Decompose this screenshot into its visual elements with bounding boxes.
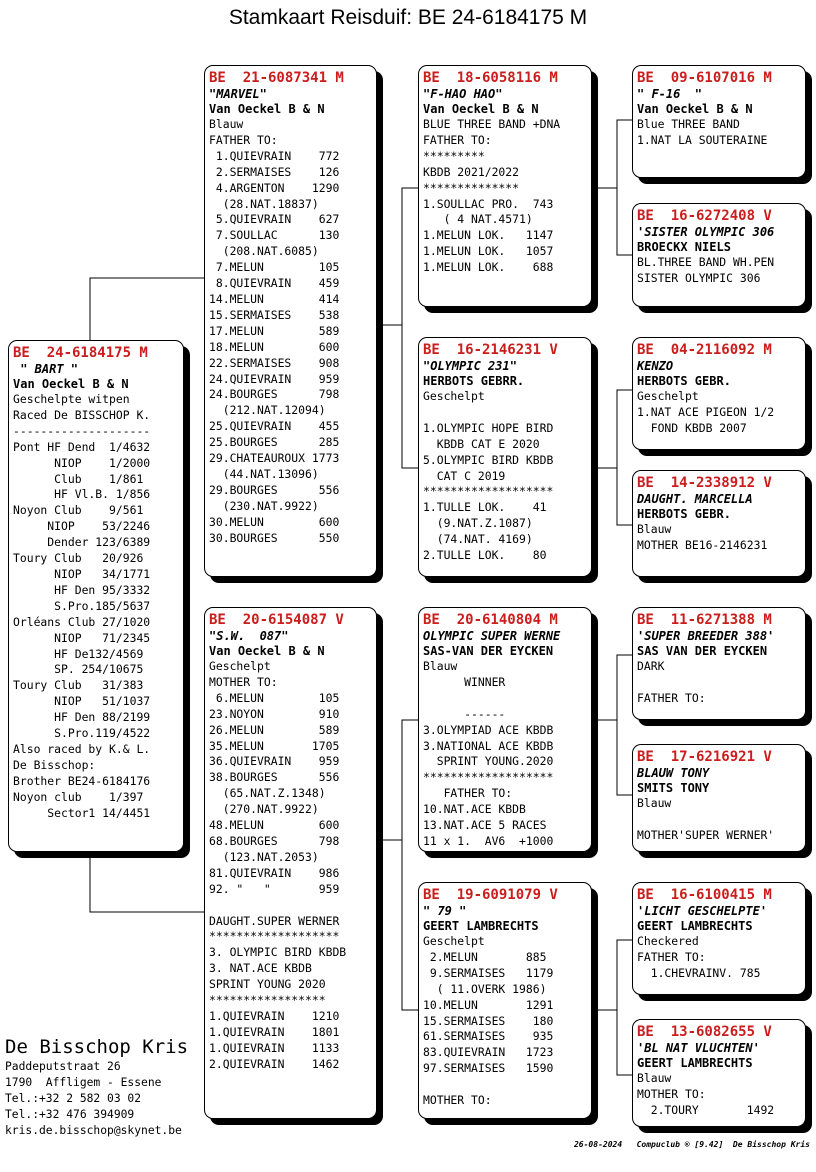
maternal-grandfather-card <box>418 607 592 852</box>
card-line: FATHER TO: <box>423 132 492 147</box>
pigeon-name: 'BL NAT VLUCHTEN' <box>637 1041 760 1055</box>
card-line: 30.MELUN 600 <box>209 514 340 529</box>
card-line: FATHER TO: <box>637 690 706 705</box>
card-line: S.Pro.119/4522 <box>13 726 151 741</box>
card-line: FATHER TO: <box>637 949 706 964</box>
card-line: MOTHER TO: <box>423 1093 492 1108</box>
card-line: MOTHER BE16-2146231 <box>637 537 768 552</box>
card-line: 1.TULLE LOK. 41 <box>423 500 547 515</box>
card-line: Blue THREE BAND <box>637 117 740 131</box>
card-line: BLUE THREE BAND +DNA <box>423 117 561 131</box>
owner: SMITS TONY <box>637 781 710 795</box>
card-line <box>423 1077 587 1093</box>
card-lines <box>637 934 801 982</box>
card-lines <box>637 796 801 844</box>
card-line: ******************* <box>209 929 340 944</box>
card-lines <box>13 392 179 821</box>
card-lines <box>637 389 801 437</box>
card-line <box>637 812 801 828</box>
card-line: 2.TOURY 1492 <box>637 1102 775 1117</box>
card-line: HF De132/4569 <box>13 646 144 661</box>
card-lines <box>637 117 801 149</box>
ring-number: BE 17-6216921 V <box>637 749 772 765</box>
pigeon-name: "OLYMPIC 231" <box>423 359 517 373</box>
pigeon-name: " BART " <box>13 362 79 376</box>
card-line: (123.NAT.2053) <box>209 849 319 864</box>
owner: Van Oeckel B & N <box>209 644 325 658</box>
card-line: 24.QUIEVRAIN 959 <box>209 371 340 386</box>
card-line: DARK <box>637 659 665 673</box>
card-line: 36.QUIEVRAIN 959 <box>209 754 340 769</box>
phone-2: Tel.:+32 476 394909 <box>5 1107 135 1121</box>
card-line: 18.MELUN 600 <box>209 339 340 354</box>
card-lines <box>209 117 372 546</box>
owner: HERBOTS GEBR. <box>637 374 731 388</box>
card-line: CAT C 2019 <box>423 468 506 483</box>
fm-mother-card <box>632 470 806 577</box>
card-lines <box>637 659 801 707</box>
card-line: 2.TULLE LOK. 80 <box>423 548 547 563</box>
card-line: (230.NAT.9922) <box>209 498 319 513</box>
card-line: 1.QUIEVRAIN 1133 <box>209 1040 340 1055</box>
card-line: 11 x 1. AV6 +1000 <box>423 833 554 848</box>
owner: Van Oeckel B & N <box>637 102 753 116</box>
card-line: 2.SERMAISES 126 <box>209 164 340 179</box>
card-line: 9.SERMAISES 1179 <box>423 965 554 980</box>
card-line: 8.QUIEVRAIN 459 <box>209 276 340 291</box>
card-line: (208.NAT.6085) <box>209 244 319 259</box>
card-line: Geschelpte witpen <box>13 392 130 406</box>
card-line: NIOP 53/2246 <box>13 519 151 534</box>
ring-number: BE 11-6271388 M <box>637 612 772 628</box>
card-line: 1.QUIEVRAIN 1210 <box>209 1008 340 1023</box>
card-line: 25.BOURGES 285 <box>209 435 340 450</box>
owner: Van Oeckel B & N <box>423 102 539 116</box>
card-line: ( 4 NAT.4571) <box>423 212 533 227</box>
card-line: 35.MELUN 1705 <box>209 738 340 753</box>
card-line: FOND KBDB 2007 <box>637 420 747 435</box>
owner: Van Oeckel B & N <box>209 102 325 116</box>
ring-number: BE 13-6082655 V <box>637 1024 772 1040</box>
paternal-grandfather-card <box>418 65 592 307</box>
card-line: ***************** <box>209 993 326 1008</box>
card-line: 29.CHATEAUROUX 1773 <box>209 451 340 466</box>
card-line: Geschelpt <box>637 389 699 403</box>
card-lines <box>209 659 372 1073</box>
card-lines <box>637 522 801 554</box>
card-line: 1.CHEVRAINV. 785 <box>637 965 761 980</box>
card-lines <box>423 659 587 850</box>
card-line: KBDB 2021/2022 <box>423 164 520 179</box>
card-line: 4.ARGENTON 1290 <box>209 180 340 195</box>
ring-number: BE 20-6154087 V <box>209 612 344 628</box>
card-line: Brother BE24-6184176 <box>13 773 151 788</box>
ring-number: BE 16-2146231 V <box>423 342 558 358</box>
card-lines <box>637 255 801 287</box>
card-line: 24.BOURGES 798 <box>209 387 340 402</box>
card-line: Toury Club 20/926 <box>13 551 144 566</box>
card-line: DAUGHT.SUPER WERNER <box>209 913 340 928</box>
mother-card <box>204 607 377 1119</box>
card-line: 2.QUIEVRAIN 1462 <box>209 1056 340 1071</box>
card-line: 81.QUIEVRAIN 986 <box>209 865 340 880</box>
ff-mother-card <box>632 203 806 307</box>
mf-mother-card <box>632 744 806 852</box>
card-line: ************** <box>423 180 520 195</box>
mm-father-card <box>632 882 806 995</box>
address-city: 1790 Affligem - Essene <box>5 1075 162 1089</box>
card-line: Also raced by K.& L. <box>13 741 151 756</box>
owner: SAS-VAN DER EYCKEN <box>423 644 554 658</box>
email: kris.de.bisschop@skynet.be <box>5 1123 182 1137</box>
card-line: 26.MELUN 589 <box>209 722 340 737</box>
card-line: 13.NAT.ACE 5 RACES <box>423 818 547 833</box>
card-line: NIOP 71/2345 <box>13 630 151 645</box>
ring-number: BE 16-6272408 V <box>637 208 772 224</box>
card-lines <box>423 389 587 564</box>
card-line: 83.QUIEVRAIN 1723 <box>423 1045 554 1060</box>
card-line: 3.OLYMPIAD ACE KBDB <box>423 722 554 737</box>
card-line: Blauw <box>209 117 244 131</box>
pigeon-name: "S.W. 087" <box>209 629 289 643</box>
card-line: S.Pro.185/5637 <box>13 598 151 613</box>
card-line: Orléans Club 27/1020 <box>13 614 151 629</box>
pigeon-name: OLYMPIC SUPER WERNE <box>423 629 561 643</box>
mm-mother-card <box>632 1019 806 1127</box>
ring-number: BE 24-6184175 M <box>13 345 148 361</box>
card-line: 1.SOULLAC PRO. 743 <box>423 196 554 211</box>
owner: GEERT LAMBRECHTS <box>423 919 539 933</box>
card-line: 1.MELUN LOK. 1147 <box>423 228 554 243</box>
card-line: 2.MELUN 885 <box>423 949 547 964</box>
card-line: 1.OLYMPIC HOPE BIRD <box>423 420 554 435</box>
card-lines <box>423 117 587 276</box>
owner: GEERT LAMBRECHTS <box>637 1056 753 1070</box>
card-line: 1.NAT LA SOUTERAINE <box>637 132 768 147</box>
phone-1: Tel.:+32 2 582 03 02 <box>5 1091 142 1105</box>
card-line: MOTHER TO: <box>209 674 278 689</box>
card-line: 7.MELUN 105 <box>209 260 340 275</box>
owner: SAS VAN DER EYCKEN <box>637 644 768 658</box>
card-line: (65.NAT.Z.1348) <box>209 786 326 801</box>
pigeon-name: 'SUPER BREEDER 388' <box>637 629 775 643</box>
card-line: ******************* <box>423 484 554 499</box>
card-line: 3. NAT.ACE KBDB <box>209 961 312 976</box>
card-line: -------------------- <box>13 423 151 438</box>
card-line: Noyon Club 9/561 <box>13 503 144 518</box>
card-line: Noyon club 1/397 <box>13 789 144 804</box>
pigeon-name: "F-HAO HAO" <box>423 87 503 101</box>
card-line: ******************* <box>423 770 554 785</box>
card-line: De Bisschop: <box>13 757 96 772</box>
pigeon-name: " F-16 " <box>637 87 703 101</box>
card-line: FATHER TO: <box>423 786 513 801</box>
card-line: Geschelpt <box>423 389 485 403</box>
owner: HERBOTS GEBRR. <box>423 374 525 388</box>
owner: Van Oeckel B & N <box>13 377 129 391</box>
card-line <box>209 898 372 914</box>
fancier-name: De Bisschop Kris <box>5 1036 189 1058</box>
card-line: Checkered <box>637 934 699 948</box>
card-line <box>423 691 587 707</box>
pigeon-name: KENZO <box>637 359 674 373</box>
fancier-address-block <box>5 1035 188 1139</box>
card-line: SISTER OLYMPIC 306 <box>637 270 761 285</box>
card-line: (9.NAT.Z.1087) <box>423 516 533 531</box>
ring-number: BE 14-2338912 V <box>637 475 772 491</box>
card-line: 17.MELUN 589 <box>209 323 340 338</box>
card-line: SP. 254/10675 <box>13 662 144 677</box>
card-line <box>423 405 587 421</box>
owner: GEERT LAMBRECHTS <box>637 919 753 933</box>
card-line: Dender 123/6389 <box>13 535 151 550</box>
ring-number: BE 16-6100415 M <box>637 887 772 903</box>
card-line: 29.BOURGES 556 <box>209 482 340 497</box>
card-line: 1.MELUN LOK. 688 <box>423 260 554 275</box>
mf-father-card <box>632 607 806 720</box>
footer-credits: 26-08-2024 Compuclub ® [9.42] De Bisschop Kris <box>573 1140 810 1149</box>
paternal-grandmother-card <box>418 337 592 577</box>
card-lines <box>637 1071 801 1119</box>
card-line: 30.BOURGES 550 <box>209 530 340 545</box>
pigeon-name: "MARVEL" <box>209 87 267 101</box>
ring-number: BE 20-6140804 M <box>423 612 558 628</box>
card-line: 25.QUIEVRAIN 455 <box>209 419 340 434</box>
card-line: MOTHER'SUPER WERNER' <box>637 827 775 842</box>
card-lines <box>423 934 587 1109</box>
card-line: ( 11.OVERK 1986) <box>423 981 547 996</box>
card-line: 15.SERMAISES 180 <box>423 1013 554 1028</box>
pigeon-name: " 79 " <box>423 904 467 918</box>
maternal-grandmother-card <box>418 882 592 1119</box>
card-line <box>637 675 801 691</box>
owner: HERBOTS GEBR. <box>637 507 731 521</box>
card-line: 3. OLYMPIC BIRD KBDB <box>209 945 347 960</box>
card-line: ********* <box>423 148 485 163</box>
card-line: FATHER TO: <box>209 132 278 147</box>
card-line: 1.NAT ACE PIGEON 1/2 <box>637 404 775 419</box>
card-line: 14.MELUN 414 <box>209 291 340 306</box>
card-line: Blauw <box>637 796 672 810</box>
card-line: Sector1 14/4451 <box>13 805 151 820</box>
pigeon-name: DAUGHT. MARCELLA <box>637 492 753 506</box>
page-title: Stamkaart Reisduif: BE 24-6184175 M <box>228 6 588 29</box>
card-line: 22.SERMAISES 908 <box>209 355 340 370</box>
father-card <box>204 65 377 577</box>
card-line: Raced De BISSCHOP K. <box>13 407 151 422</box>
card-line: 61.SERMAISES 935 <box>423 1029 554 1044</box>
card-line: SPRINT YOUNG 2020 <box>209 977 326 992</box>
card-line: 38.BOURGES 556 <box>209 770 340 785</box>
card-line: Blauw <box>637 522 672 536</box>
card-line: 1.QUIEVRAIN 1801 <box>209 1024 340 1039</box>
card-line: NIOP 34/1771 <box>13 566 151 581</box>
card-line: BL.THREE BAND WH.PEN <box>637 255 775 269</box>
ff-father-card <box>632 65 806 178</box>
card-line: Toury Club 31/383 <box>13 678 144 693</box>
pigeon-name: 'LICHT GESCHELPTE' <box>637 904 768 918</box>
card-line: (74.NAT. 4169) <box>423 532 533 547</box>
card-line: (270.NAT.9922) <box>209 802 319 817</box>
pigeon-name: BLAUW TONY <box>637 766 710 780</box>
fm-father-card <box>632 337 806 450</box>
owner: BROECKX NIELS <box>637 240 731 254</box>
card-line: HF Den 88/2199 <box>13 710 151 725</box>
card-line: 7.SOULLAC 130 <box>209 228 340 243</box>
pigeon-name: 'SISTER OLYMPIC 306 <box>637 225 775 239</box>
card-line: KBDB CAT E 2020 <box>423 436 540 451</box>
card-line: 1.QUIEVRAIN 772 <box>209 148 340 163</box>
card-line: WINNER <box>423 674 506 689</box>
card-line: (28.NAT.18837) <box>209 196 319 211</box>
card-line: NIOP 1/2000 <box>13 455 151 470</box>
card-line: NIOP 51/1037 <box>13 694 151 709</box>
card-line: 48.MELUN 600 <box>209 818 340 833</box>
card-line: SPRINT YOUNG.2020 <box>423 754 554 769</box>
card-line: 6.MELUN 105 <box>209 690 340 705</box>
card-line: 15.SERMAISES 538 <box>209 307 340 322</box>
ring-number: BE 04-2116092 M <box>637 342 772 358</box>
card-line: 10.MELUN 1291 <box>423 997 554 1012</box>
subject-pigeon-card <box>8 340 184 852</box>
ring-number: BE 18-6058116 M <box>423 70 558 86</box>
ring-number: BE 21-6087341 M <box>209 70 344 86</box>
card-line: ------ <box>423 706 506 721</box>
ring-number: BE 19-6091079 V <box>423 887 558 903</box>
card-line: Club 1/861 <box>13 471 144 486</box>
card-line: HF Vl.B. 1/856 <box>13 487 151 502</box>
card-line: 1.MELUN LOK. 1057 <box>423 244 554 259</box>
card-line: Pont HF Dend 1/4632 <box>13 439 151 454</box>
card-line: (44.NAT.13096) <box>209 466 319 481</box>
card-line: 5.OLYMPIC BIRD KBDB <box>423 452 554 467</box>
card-line: Geschelpt <box>209 659 271 673</box>
card-line: (212.NAT.12094) <box>209 403 326 418</box>
card-line: 3.NATIONAL ACE KBDB <box>423 738 554 753</box>
card-line: HF Den 95/3332 <box>13 582 151 597</box>
card-line: Blauw <box>637 1071 672 1085</box>
card-line: Geschelpt <box>423 934 485 948</box>
card-line: 23.NOYON 910 <box>209 706 340 721</box>
ring-number: BE 09-6107016 M <box>637 70 772 86</box>
card-line: Blauw <box>423 659 458 673</box>
card-line: 68.BOURGES 798 <box>209 833 340 848</box>
card-line: 5.QUIEVRAIN 627 <box>209 212 340 227</box>
address-street: Paddeputstraat 26 <box>5 1060 121 1073</box>
card-line: 10.NAT.ACE KBDB <box>423 802 526 817</box>
card-line: 97.SERMAISES 1590 <box>423 1061 554 1076</box>
card-line: MOTHER TO: <box>637 1086 706 1101</box>
card-line: 92. " " 959 <box>209 881 340 896</box>
